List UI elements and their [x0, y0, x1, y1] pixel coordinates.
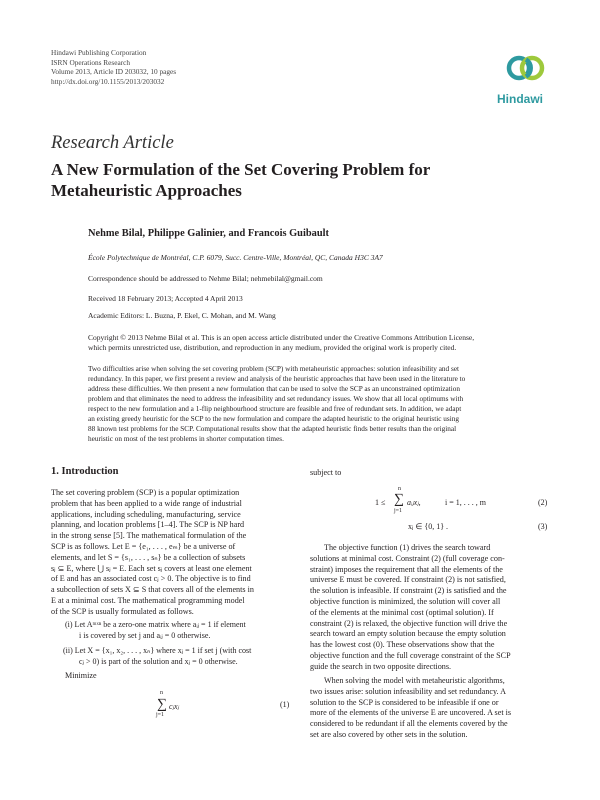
publisher: Hindawi Publishing Corporation: [51, 48, 147, 57]
body-line: applications, including scheduling, manufacturing, service: [51, 509, 241, 519]
body-line: considered to be redundant if all the elements covered by the: [310, 719, 508, 729]
body-line: sⱼ ⊆ E, where ⋃ sⱼ = E. Each set sⱼ covers at least one element: [51, 563, 252, 573]
abstract-line: an existing greedy heuristic for the SCP to the new formulation and compare the adapted heuristic to the original heuristic using: [88, 415, 459, 423]
correspondence: Correspondence should be addressed to Nehme Bilal; nehmebilal@gmail.com: [88, 274, 323, 283]
body-line: has the lowest cost (0). These observations show that the: [310, 640, 495, 650]
eq2-sum-upper: n: [398, 486, 401, 492]
journal-name: ISRN Operations Research: [51, 57, 131, 67]
eq2-number: (2): [538, 498, 548, 507]
body-line: SCP is as follows. Let E = {e₁, . . . , eₘ} be a universe of: [51, 541, 236, 551]
body-line: guide the search in two opposite directions.: [310, 661, 452, 671]
authors: Nehme Bilal, Philippe Galinier, and Francois Guibault: [88, 228, 329, 239]
body-line: more of the elements of the universe E are uncovered. A set is: [310, 708, 512, 718]
hindawi-logo-text: Hindawi: [497, 92, 544, 106]
eq2-sum-lower: j=1: [394, 508, 403, 514]
academic-editors: Academic Editors: L. Buzna, P. Ekel, C. Mohan, and M. Wang: [88, 311, 276, 320]
copyright-line-2: which permits unrestricted use, distribution, and reproduction in any medium, provided the original work is properly cited.: [88, 343, 457, 352]
eq2-body: aᵢⱼxⱼ,: [407, 498, 421, 507]
subject-to-label: subject to: [310, 468, 342, 477]
affiliation: École Polytechnique de Montréal, C.P. 6079, Succ. Centre-Ville, Montréal, QC, Canada H3C 3A7: [88, 253, 383, 262]
eq2-condition: i = 1, . . . , m: [445, 498, 486, 507]
list-item-2-line-1: (ii) Let X = {x₁, x₂, . . . , xₙ} where xⱼ = 1 if set j (with cost: [63, 646, 252, 655]
intro-paragraph: [51, 488, 293, 618]
eq3-body: xⱼ ∈ {0, 1} .: [408, 522, 449, 531]
eq1-sum-symbol: ∑: [157, 697, 167, 712]
body-line: the solution is infeasible. If constraint (2) is satisfied and the: [310, 586, 507, 596]
received-date: Received 18 February 2013; Accepted 4 April 2013: [88, 294, 243, 303]
abstract-line: respect to the new formulation and a 1-flip neighbourhood structure are feasible and free of redundant sets. In addition, we adapt: [88, 405, 462, 413]
body-line: elements, and let S = {s₁, . . . , sₙ} be a collection of subsets: [51, 552, 246, 562]
eq2-sum-symbol: ∑: [394, 492, 404, 507]
hindawi-logo: [495, 48, 557, 92]
body-line: E at a minimal cost. The mathematical programming model: [51, 595, 245, 605]
body-line: problem that has been applied to a wide range of industrial: [51, 498, 242, 508]
body-line: of the SCP is usually formulated as follows.: [51, 606, 194, 616]
body-line: universe E must be covered. If constraint (2) is not satisfied,: [310, 575, 506, 585]
abstract: [88, 364, 551, 444]
section-title-introduction: 1. Introduction: [51, 466, 119, 477]
body-line: constraint (2) is relaxed, the objective function will drive the: [310, 618, 508, 628]
eq3-number: (3): [538, 522, 548, 531]
abstract-line: 88 known test problems for the SCP. Computational results show that the adapted heuristic finds better results than the original: [88, 425, 457, 433]
body-line: planning, and location problems [1–4]. The SCP is NP hard: [51, 520, 245, 530]
objective-paragraph: [310, 543, 550, 673]
metaheuristic-paragraph: [310, 676, 550, 741]
body-line: two issues arise: solution infeasibility and set redundancy. A: [310, 686, 507, 696]
body-line: in the strong sense [5]. The mathematical formulation of the: [51, 531, 247, 541]
abstract-line: heuristic on most of the test problems in shorter computation times.: [88, 435, 284, 443]
abstract-line: redundancy. In this paper, we first present a review and analysis of the heuristic approaches that have been used in the literature to: [88, 375, 466, 383]
list-item-2-line-2: cⱼ > 0) is part of the solution and xⱼ = 0 otherwise.: [79, 657, 238, 666]
title-line-1: A New Formulation of the Set Covering Problem for: [51, 160, 431, 179]
body-line: set are also covered by other sets in the solution.: [310, 729, 468, 739]
doi-link[interactable]: http://dx.doi.org/10.1155/2013/203032: [51, 76, 165, 86]
body-line: straint) imposes the requirement that all the elements of the: [310, 564, 503, 574]
eq2-left: 1 ≤: [375, 498, 386, 507]
body-line: search toward an empty solution because the empty solution: [310, 629, 506, 639]
copyright-line-1: Copyright © 2013 Nehme Bilal et al. This is an open access article distributed under the Creative Commons Attribution License,: [88, 333, 475, 342]
hindawi-logo-icon: [495, 48, 557, 92]
abstract-line: Two difficulties arise when solving the set covering problem (SCP) with metaheuristic approaches: solution infeasibility and set: [88, 365, 460, 373]
body-line: objective function and the full coverage constraint of the SCP: [310, 650, 511, 660]
volume-info: Volume 2013, Article ID 203032, 10 pages: [51, 67, 177, 76]
minimize-label: Minimize: [65, 671, 97, 680]
eq1-sum-upper: n: [160, 690, 163, 696]
body-line: of E and has an associated cost cⱼ > 0. The objective is to find: [51, 574, 251, 584]
eq1-number: (1): [280, 700, 290, 709]
body-line: objective function is minimized, the solution will cover all: [310, 596, 501, 606]
body-line: The set covering problem (SCP) is a popular optimization: [51, 488, 240, 497]
abstract-line: problem and that eliminates the need to address the infeasibility and set redundancy issues. We show that all local optimums with: [88, 395, 464, 403]
list-item-1-line-2: i is covered by set j and aᵢⱼ = 0 otherwise.: [79, 631, 211, 640]
eq1-sum-lower: j=1: [156, 712, 165, 718]
body-line: solution to the SCP is considered to be infeasible if one or: [310, 697, 499, 707]
body-line: of the elements at the minimal cost (optimal solution). If: [310, 607, 494, 617]
body-line: When solving the model with metaheuristic algorithms,: [324, 676, 505, 685]
list-item-1-line-1: (i) Let Aᵐˣⁿ be a zero-one matrix where aᵢⱼ = 1 if element: [65, 620, 246, 629]
article-type: Research Article: [51, 133, 174, 153]
title-line-2: Metaheuristic Approaches: [51, 181, 242, 200]
eq1-body: cⱼxⱼ: [169, 702, 179, 711]
body-line: solutions at minimal cost. Constraint (2) (full coverage con-: [310, 553, 505, 563]
abstract-line: address these difficulties. We then present a new formulation that can be used to solve the SCP as an unconstrained optimization: [88, 385, 460, 393]
body-line: The objective function (1) drives the search toward: [324, 543, 491, 552]
body-line: a subcollection of sets X ⊆ S that covers all of the elements in: [51, 585, 254, 595]
